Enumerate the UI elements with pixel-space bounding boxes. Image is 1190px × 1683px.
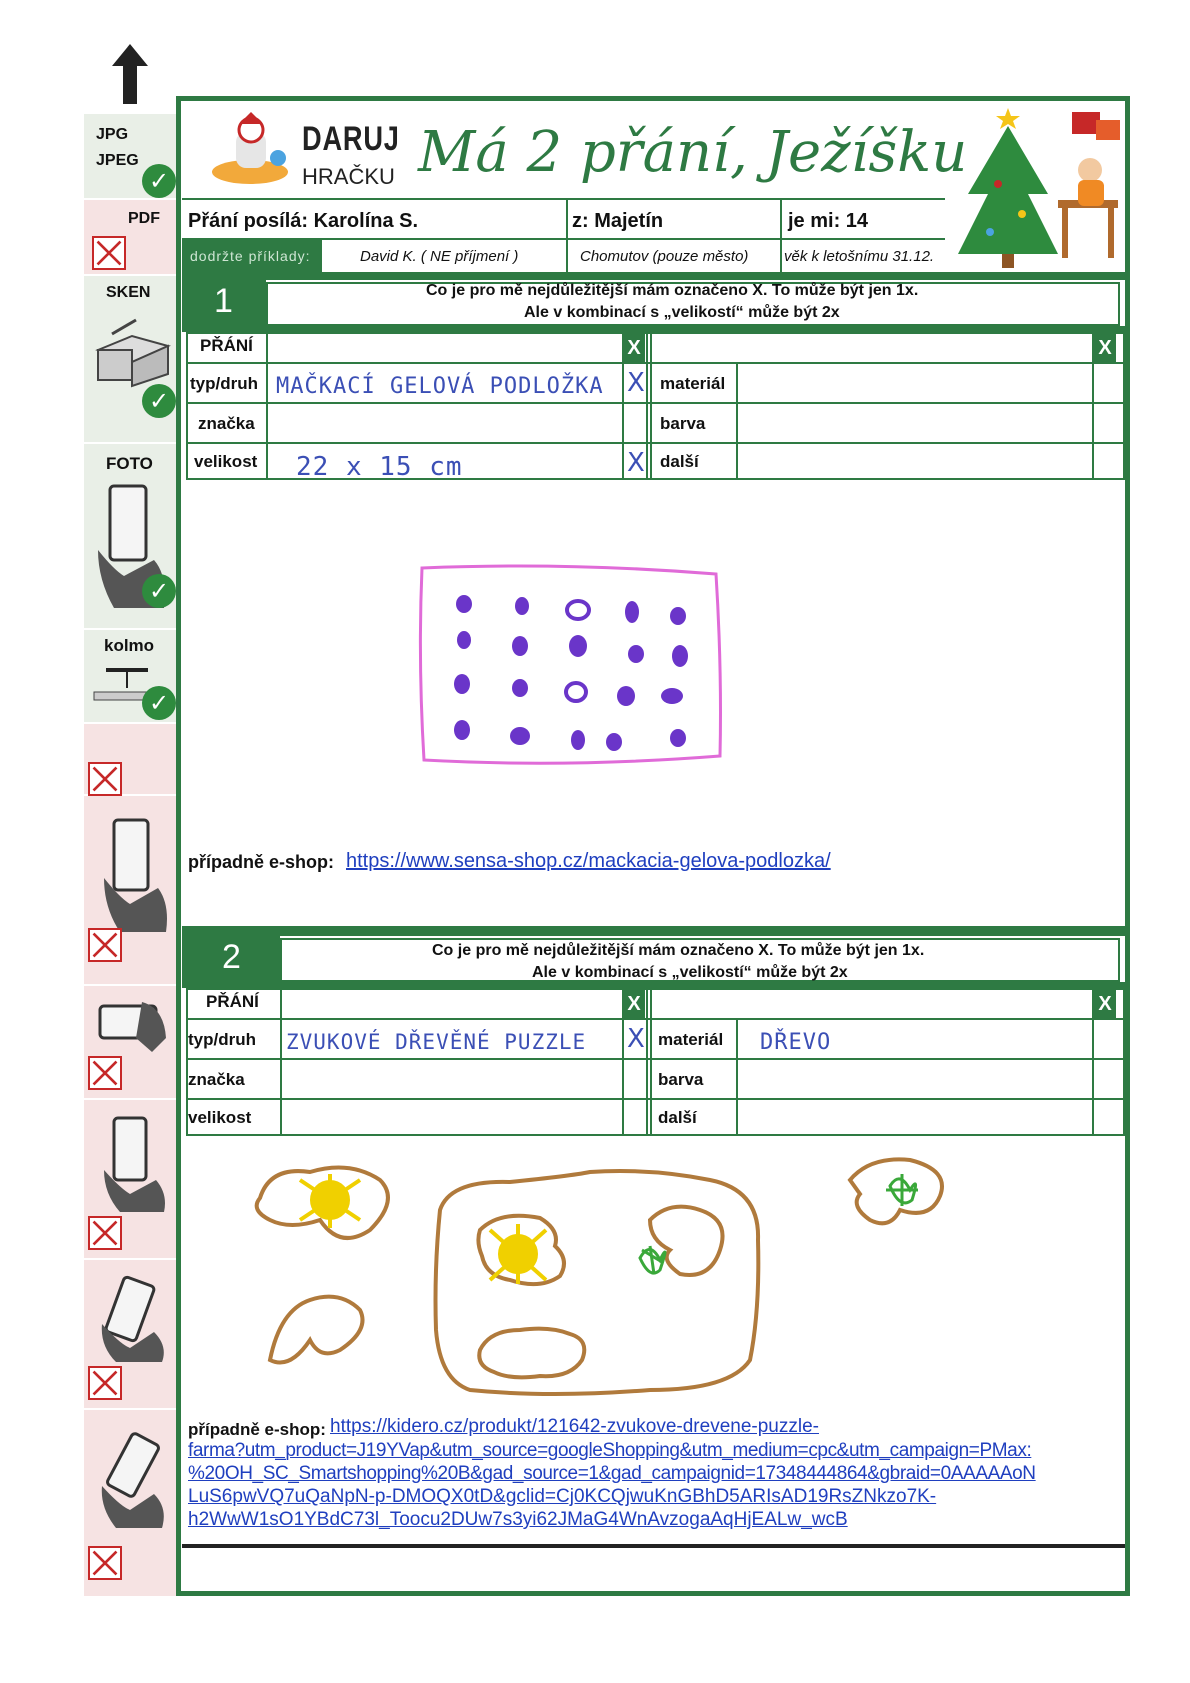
sidebar-perpendicular [84,630,176,722]
jpeg-label: JPEG [96,152,139,169]
sidebar-pdf [84,200,176,274]
scan-label: SKEN [106,284,151,301]
check-icon: ✓ [142,686,176,720]
typ-label: typ/druh [188,1030,256,1049]
wish-note-line-2: Ale v kombinací s „velikostí“ může být 2x [532,964,848,981]
example-age: věk k letošnímu 31.12. [784,248,935,265]
wish-note-line-1: Co je pro mě nejdůležitější mám označeno X. To může být jen 1x. [426,282,919,299]
material-label: materiál [658,1030,724,1049]
velikost-mark: X [627,448,645,478]
phone-hand-icon [94,998,170,1054]
phone-hand-icon [100,814,170,934]
info-divider [566,198,568,272]
sidebar-angle-3 [84,986,176,1098]
typ-value: ZVUKOVÉ DŘEVĚNÉ PUZZLE [286,1030,587,1054]
cross-icon [88,1216,122,1250]
prani-x-box: X [623,334,645,362]
check-icon: ✓ [142,574,176,608]
sidebar-angle-5 [84,1260,176,1408]
velikost-value: 22 x 15 cm [296,452,463,482]
age-label: je mi: 14 [788,210,869,232]
logo-line-1: DARUJ [302,120,400,158]
info-divider [780,198,782,272]
check-icon: ✓ [142,164,176,198]
example-town: Chomutov (pouze město) [580,248,749,265]
prani-x-box: X [623,990,645,1018]
dalsi-label: další [660,452,699,471]
sidebar-photo [84,444,176,628]
puzzle-drawing [250,1150,970,1400]
town-label: z: Majetín [572,210,664,232]
eshop-link-line-4[interactable]: LuS6pwVQ7uQaNpN-p-DMOQX0tD&gclid=Cj0KCQjwuKnGBhD5ARIsAD19RsZNkzo7K- [188,1486,937,1507]
check-icon: ✓ [142,384,176,418]
sidebar-jpg [84,114,176,198]
eshop-link[interactable]: https://www.sensa-shop.cz/mackacia-gelova-podlozka/ [346,850,831,872]
example-name: David K. ( NE příjmení ) [360,248,519,265]
sidebar-angle-2 [84,796,176,984]
wish-number: 1 [214,282,233,320]
cross-icon [88,762,122,796]
christmas-tree-icon [950,104,1126,274]
typ-label: typ/druh [190,374,258,393]
cross-icon [88,1366,122,1400]
cross-icon [88,928,122,962]
cross-icon [92,236,126,270]
typ-value: MAČKACÍ GELOVÁ PODLOŽKA [276,374,604,399]
wish-separator [182,926,1125,936]
sidebar-angle-1 [84,724,176,794]
barva-label: barva [660,414,706,433]
phone-hand-icon [100,1114,170,1214]
wish-number: 2 [222,938,241,976]
wish-note-line-2: Ale v kombinací s „velikostí“ může být 2x [524,304,840,321]
sidebar-angle-6 [84,1410,176,1596]
example-label: dodržte příklady: [190,248,311,264]
sender-label: Přání posílá: Karolína S. [188,210,419,232]
velikost-label: velikost [194,452,258,471]
scanner-icon [92,312,172,392]
material-value: DŘEVO [760,1030,832,1055]
prani-label: PŘÁNÍ [200,336,253,355]
eshop-link-line-2[interactable]: farma?utm_product=J19YVap&utm_source=googleShopping&utm_medium=cpc&utm_campaign=PMax: [188,1440,1032,1461]
prani-x-box-right: X [1094,334,1116,362]
dalsi-label: další [658,1108,697,1127]
santa-logo-icon [206,112,296,190]
page-title: Má 2 přání, Ježíšku [418,120,968,185]
eshop-label: případně e-shop: [188,1420,326,1439]
info-bottom-band [182,272,1125,280]
prani-label: PŘÁNÍ [206,992,259,1011]
wish-note-line-1: Co je pro mě nejdůležitější mám označeno X. To může být jen 1x. [432,942,925,959]
perpendicular-label: kolmo [104,636,155,655]
tilted-phone-icon [98,1274,170,1364]
jpg-label: JPG [96,126,129,143]
znacka-label: značka [198,414,255,433]
prani-x-box-right: X [1094,990,1116,1018]
typ-mark: X [627,1024,645,1054]
eshop-link-line-1[interactable]: https://kidero.cz/produkt/121642-zvukove-drevene-puzzle- [330,1416,819,1437]
eshop-label: případně e-shop: [188,852,335,872]
pdf-label: PDF [128,210,160,227]
material-label: materiál [660,374,726,393]
barva-label: barva [658,1070,704,1089]
eshop-link-line-5[interactable]: h2WwW1sO1YBdC73l_Toocu2DUw7s3yi62JMaG4WnAvzogaAqHjEALw_wcB [188,1509,848,1530]
typ-mark: X [627,368,645,398]
gel-pad-drawing [416,560,728,770]
velikost-label: velikost [188,1108,252,1127]
sidebar-angle-4 [84,1100,176,1258]
photo-label: FOTO [106,454,153,473]
wish-table [186,988,1125,1136]
cross-icon [88,1546,122,1580]
znacka-label: značka [188,1070,245,1089]
sidebar-scan [84,276,176,442]
cross-icon [88,1056,122,1090]
tilted-phone-icon [98,1430,170,1530]
info-top-line [182,198,945,200]
logo-line-2: HRAČKU [302,164,395,189]
eshop-link-line-3[interactable]: %20OH_SC_Smartshopping%20B&gad_source=1&gad_campaignid=17348444864&gbraid=0AAAAAoN [188,1463,1036,1484]
up-arrow-icon [110,42,150,106]
footer-line [182,1544,1125,1548]
